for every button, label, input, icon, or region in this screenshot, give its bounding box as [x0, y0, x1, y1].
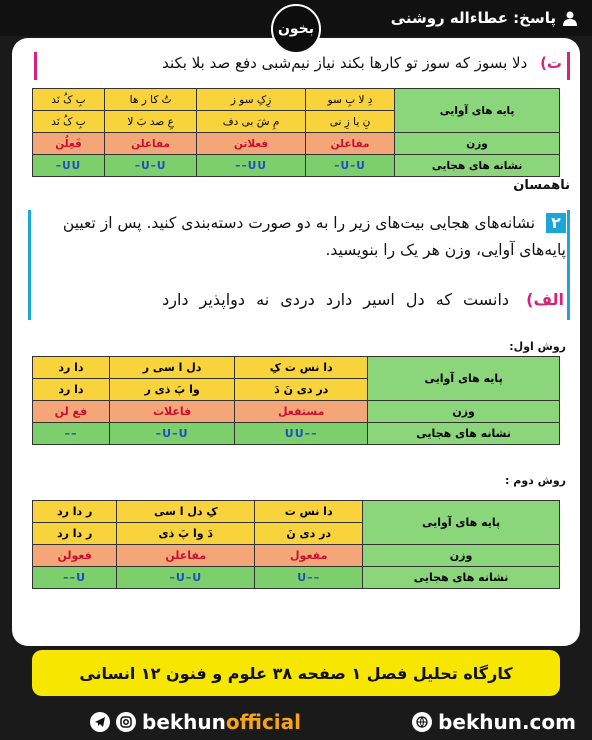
social-handle[interactable]	[90, 710, 301, 734]
verse-alef-letter: الف)	[526, 290, 564, 309]
table-cell: دِ لا بِ سو	[305, 89, 394, 111]
table-cell: فعولن	[33, 545, 117, 567]
table-row	[33, 545, 560, 567]
method-2-title: روش دوم :	[505, 474, 566, 487]
table-method-2	[32, 500, 560, 589]
table-cell: فع لن	[33, 401, 110, 423]
table-cell: مفاعلن	[105, 133, 197, 155]
content-card	[12, 38, 580, 646]
table-row	[33, 501, 560, 523]
table-cell: مفاعلن	[305, 133, 394, 155]
row-label: وزن	[363, 545, 560, 567]
heading-accent-right	[567, 52, 570, 80]
handle-suffix: official	[225, 710, 302, 734]
table-cell: فَعِلُن	[33, 133, 105, 155]
website-link[interactable]	[412, 710, 576, 734]
table-cell: ––U	[255, 567, 363, 589]
table-cell: تُ کا ر ها	[105, 89, 197, 111]
user-icon	[562, 10, 578, 26]
table-cell: UU––	[197, 155, 306, 177]
table-cell: بِ کُ نَد	[33, 89, 105, 111]
table-cell: زِکِ سو ز	[197, 89, 306, 111]
table-cell: دا نس ت	[255, 501, 363, 523]
method-1-title: روش اول:	[509, 340, 566, 353]
row-label: پایه های آوایی	[368, 357, 560, 401]
instagram-icon[interactable]	[116, 712, 136, 732]
table-cell: U–U–	[305, 155, 394, 177]
table-cell: ––	[33, 423, 110, 445]
verse-alef-text: دانست که دل اسیر دارد دردی نه دواپذیر دارد	[162, 290, 510, 309]
globe-icon	[412, 712, 432, 732]
row-label: پایه های آوایی	[363, 501, 560, 545]
table-cell: نِ یا زِ نی	[305, 111, 394, 133]
table-cell: فعلاتن	[197, 133, 306, 155]
table-cell: دا نس ت کِ	[235, 357, 368, 379]
table-cell: مفعول	[255, 545, 363, 567]
table-row	[33, 155, 560, 177]
question-number: ۲	[546, 213, 566, 233]
table-cell: U–U–	[105, 155, 197, 177]
table-method-1	[32, 356, 560, 445]
answer-author: پاسخ: عطاءاله روشنی	[390, 9, 556, 27]
logo-text: بخون	[277, 21, 315, 37]
banner-text: کارگاه تحلیل فصل ۱ صفحه ۳۸ علوم و فنون ۱۲ انسانی	[79, 663, 513, 683]
meter-note: ناهمسان	[513, 178, 570, 193]
table-cell: UU–	[33, 155, 105, 177]
row-label: پایه های آوایی	[395, 89, 560, 133]
table-cell: مفاعلن	[117, 545, 255, 567]
table-cell: U–U–	[117, 567, 255, 589]
table-cell: دا رد	[33, 357, 110, 379]
brand-logo	[271, 4, 321, 54]
row-label: نشانه های هجایی	[368, 423, 560, 445]
heading-accent-left	[34, 52, 37, 80]
table-cell: ر دا رد	[33, 501, 117, 523]
table-row	[33, 357, 560, 379]
row-label: نشانه های هجایی	[363, 567, 560, 589]
question-text: نشانه‌های هجایی بیت‌های زیر را به دو صورت دسته‌بندی کنید. پس از تعیین پایه‌های آوایی، وزن هر یک را بنویسید.	[62, 214, 566, 259]
table-cell: فاعلات	[109, 401, 234, 423]
table-cell: وا پَ ذی ر	[109, 379, 234, 401]
table-cell: دَ وا پَ ذی	[117, 523, 255, 545]
website-text: bekhun.com	[438, 710, 576, 734]
table-cell: ––UU	[235, 423, 368, 445]
verse-alef	[162, 290, 564, 309]
verse-t	[162, 54, 562, 72]
table-verse-t	[32, 88, 560, 177]
telegram-icon[interactable]	[90, 712, 110, 732]
handle-prefix: bekhun	[142, 710, 226, 734]
table-row	[33, 423, 560, 445]
table-row	[33, 133, 560, 155]
question-accent-right	[567, 210, 570, 320]
table-cell: دا رد	[33, 379, 110, 401]
chapter-banner	[32, 650, 560, 696]
verse-t-letter: ت)	[540, 54, 562, 72]
table-cell: مِ شَ بی دف	[197, 111, 306, 133]
table-cell: دل ا سی ر	[109, 357, 234, 379]
verse-t-text: دلا بسوز که سوز تو کارها بکند نیاز نیم‌شبی دفع صد بلا بکند	[162, 54, 528, 72]
table-cell: در دی نَ دَ	[235, 379, 368, 401]
table-cell: کِ دل ا سی	[117, 501, 255, 523]
row-label: نشانه های هجایی	[395, 155, 560, 177]
table-row	[33, 401, 560, 423]
table-cell: U–U–	[109, 423, 234, 445]
table-cell: عِ صد بَ لا	[105, 111, 197, 133]
table-cell: در دی نَ	[255, 523, 363, 545]
question-2	[26, 210, 566, 264]
row-label: وزن	[368, 401, 560, 423]
bottom-bar	[0, 704, 592, 740]
table-cell: بِ کُ نَد	[33, 111, 105, 133]
table-row	[33, 89, 560, 111]
table-cell: ر دا رد	[33, 523, 117, 545]
table-cell: U––	[33, 567, 117, 589]
table-row	[33, 567, 560, 589]
row-label: وزن	[395, 133, 560, 155]
table-cell: مستفعل	[235, 401, 368, 423]
